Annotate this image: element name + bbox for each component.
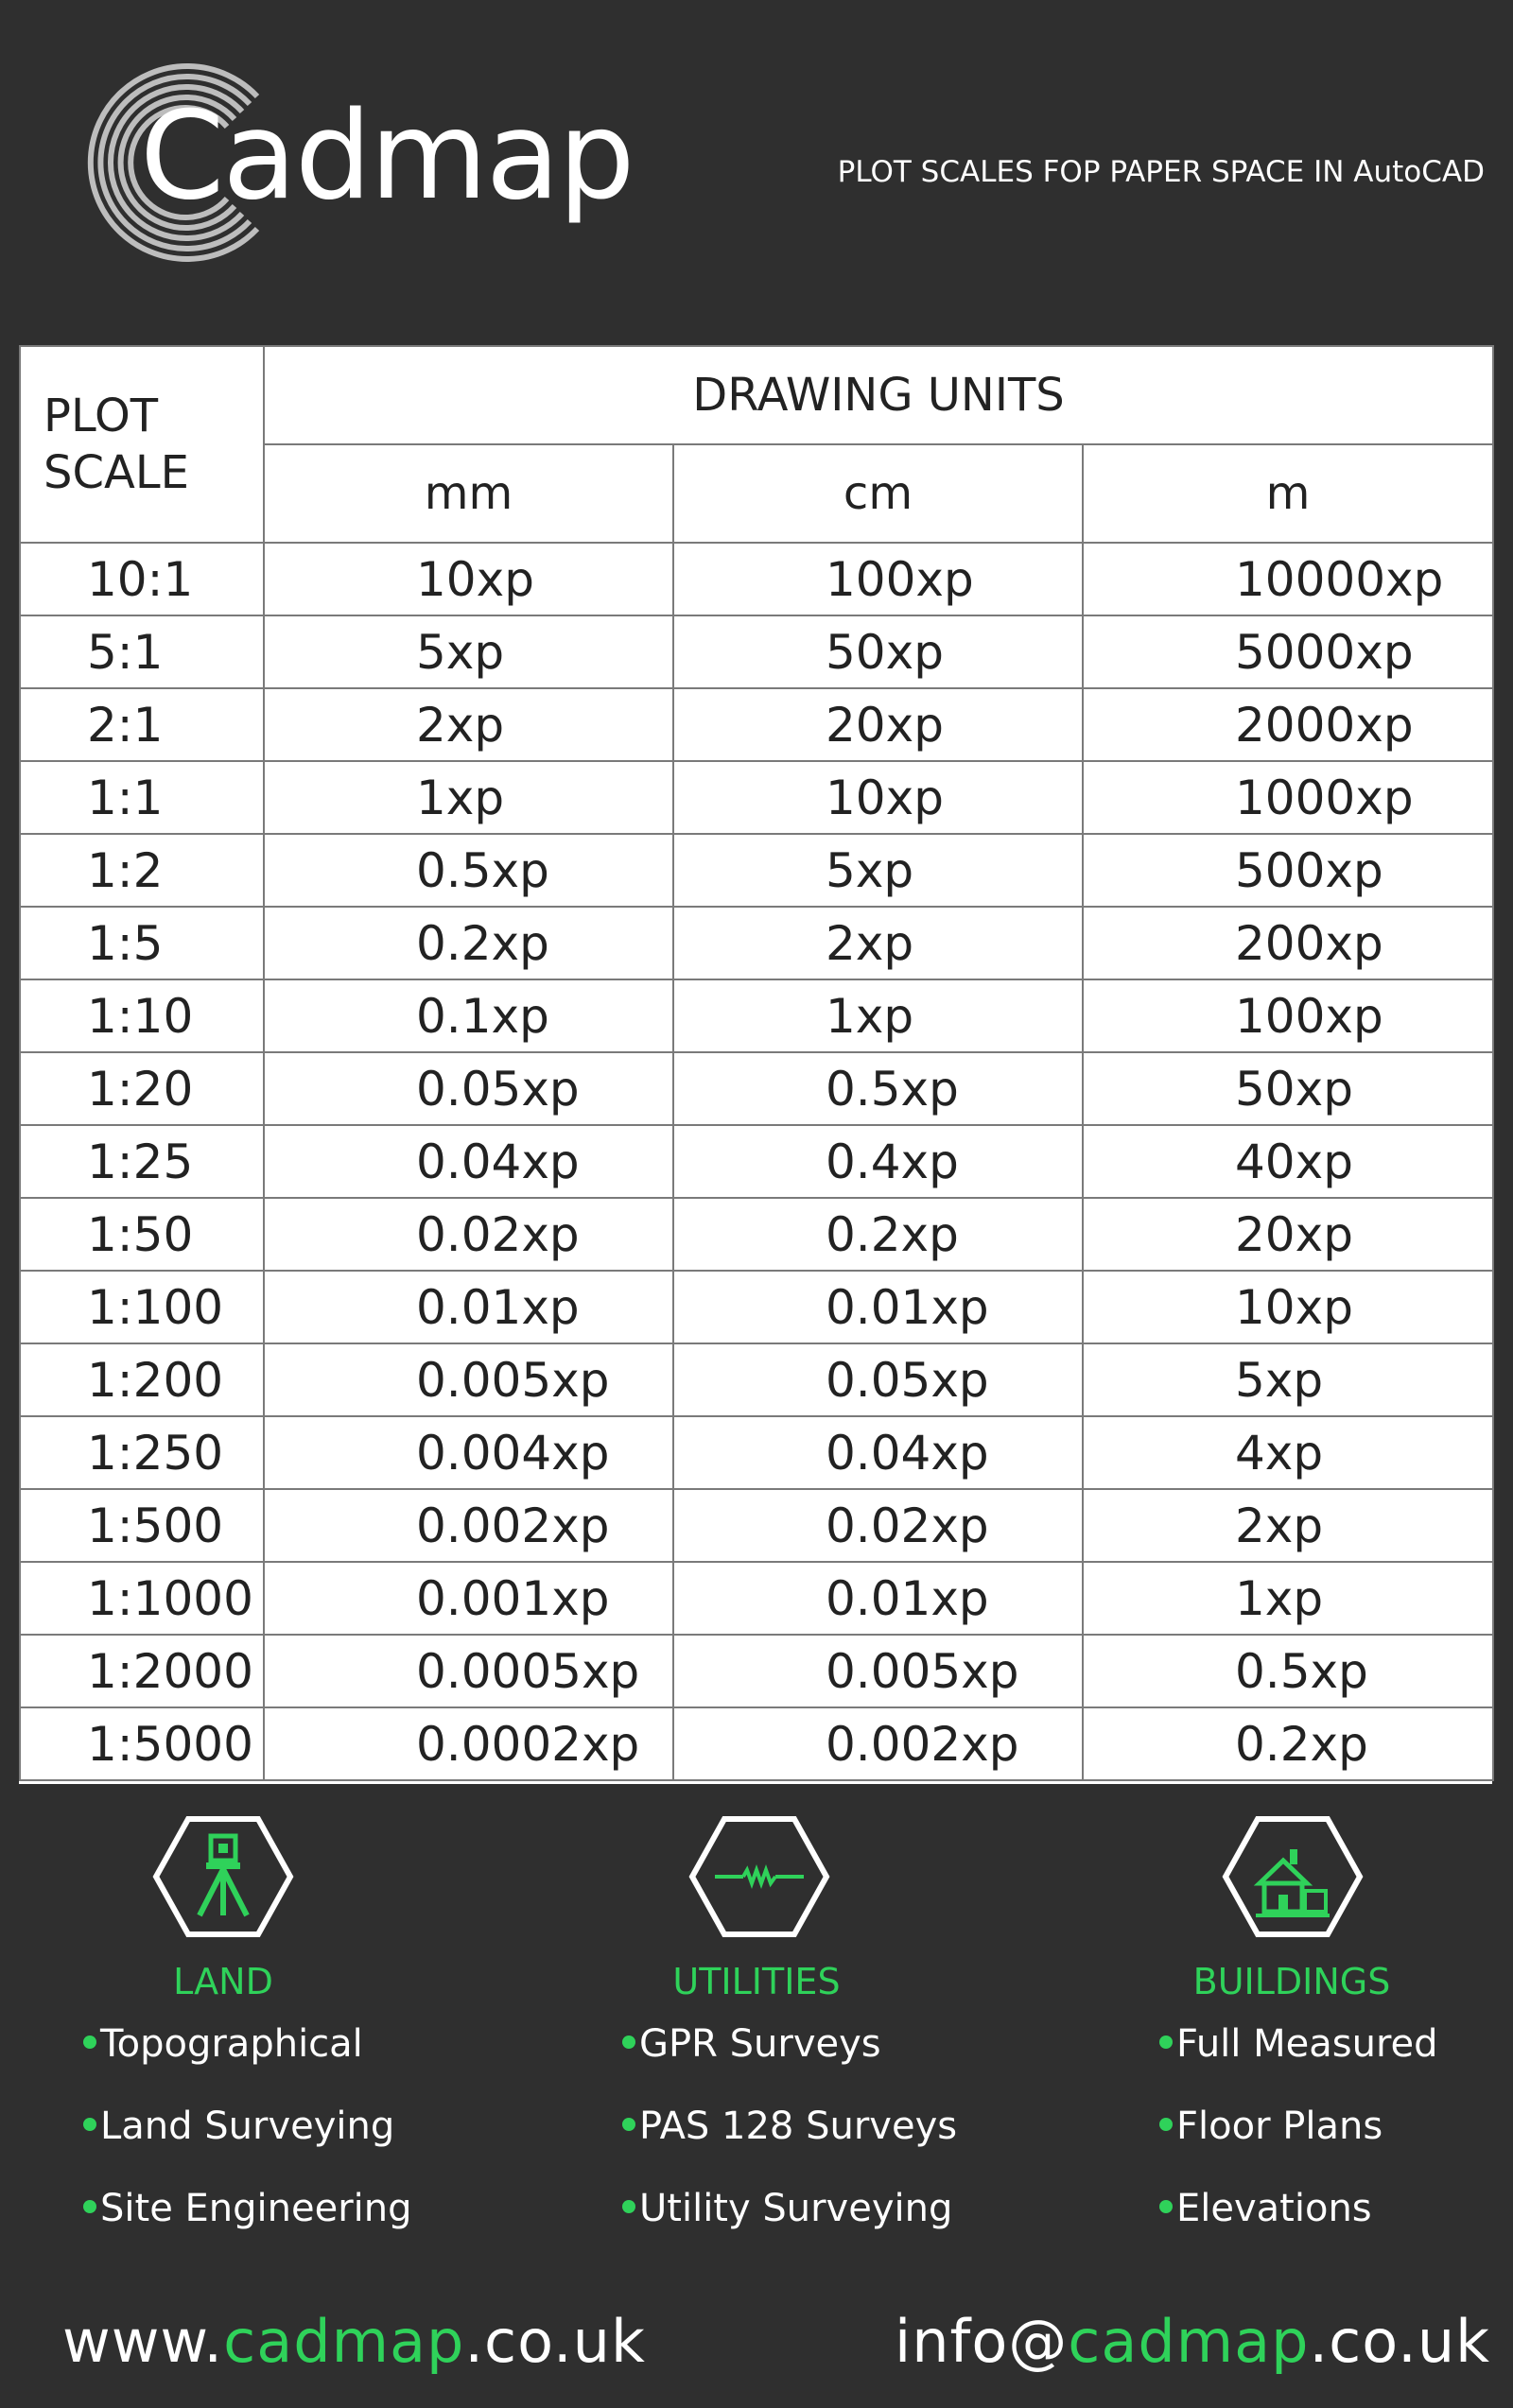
mm-cell: 0.1xp — [264, 979, 673, 1052]
scale-cell: 1:20 — [20, 1052, 264, 1125]
m-cell: 10000xp — [1083, 543, 1493, 615]
mm-cell: 0.0002xp — [264, 1707, 673, 1780]
table-row — [20, 1562, 1493, 1635]
m-cell: 20xp — [1083, 1198, 1493, 1271]
mm-cell: 10xp — [264, 543, 673, 615]
list-item: Floor Plans — [1159, 2100, 1438, 2182]
m-cell: 1xp — [1083, 1562, 1493, 1635]
m-cell: 4xp — [1083, 1416, 1493, 1489]
m-cell: 0.5xp — [1083, 1635, 1493, 1707]
mm-cell: 0.04xp — [264, 1125, 673, 1198]
cm-cell: 0.005xp — [673, 1635, 1083, 1707]
cm-cell: 0.2xp — [673, 1198, 1083, 1271]
table-row — [20, 1125, 1493, 1198]
service-title-buildings: BUILDINGS — [1192, 1961, 1391, 2002]
table-row — [20, 979, 1493, 1052]
list-item: GPR Surveys — [622, 2018, 957, 2100]
service-title-utilities: UTILITIES — [672, 1961, 841, 2002]
email-link[interactable]: info@cadmap.co.uk — [895, 2307, 1491, 2376]
mm-cell: 0.002xp — [264, 1489, 673, 1562]
unit-header-mm: mm — [264, 444, 673, 543]
list-item: Full Measured — [1159, 2018, 1438, 2100]
table-row — [20, 615, 1493, 688]
header — [0, 0, 1513, 345]
m-cell: 100xp — [1083, 979, 1493, 1052]
scale-cell: 1:5000 — [20, 1707, 264, 1780]
bullet-icon — [1159, 2036, 1173, 2049]
m-cell: 1000xp — [1083, 761, 1493, 834]
logo-wordmark: Cadmap — [140, 86, 634, 227]
mm-cell: 0.005xp — [264, 1343, 673, 1416]
table-row — [20, 834, 1493, 907]
m-cell: 10xp — [1083, 1271, 1493, 1343]
tripod-surveying-icon — [152, 1815, 294, 1938]
mm-cell: 2xp — [264, 688, 673, 761]
building-house-icon — [1222, 1815, 1364, 1938]
cm-cell: 0.02xp — [673, 1489, 1083, 1562]
mm-cell: 0.004xp — [264, 1416, 673, 1489]
scale-cell: 1:25 — [20, 1125, 264, 1198]
service-title-land: LAND — [173, 1961, 273, 2002]
m-cell: 0.2xp — [1083, 1707, 1493, 1780]
plot-scale-rows — [20, 543, 1493, 1780]
table-row — [20, 1707, 1493, 1780]
mm-cell: 0.001xp — [264, 1562, 673, 1635]
mm-cell: 0.2xp — [264, 907, 673, 979]
plot-scale-header — [20, 346, 264, 543]
list-item: Topographical — [83, 2018, 412, 2100]
cm-cell: 0.04xp — [673, 1416, 1083, 1489]
list-item: Land Surveying — [83, 2100, 412, 2182]
plot-scale-header-line-2: SCALE — [43, 446, 189, 499]
cm-cell: 2xp — [673, 907, 1083, 979]
bullet-icon — [622, 2036, 635, 2049]
mm-cell: 5xp — [264, 615, 673, 688]
table-row — [20, 1271, 1493, 1343]
table-row — [20, 1343, 1493, 1416]
cm-cell: 1xp — [673, 979, 1083, 1052]
cm-cell: 5xp — [673, 834, 1083, 907]
table-row — [20, 1052, 1493, 1125]
scale-cell: 1:2 — [20, 834, 264, 907]
cm-cell: 20xp — [673, 688, 1083, 761]
table-row — [20, 543, 1493, 615]
table-row — [20, 1198, 1493, 1271]
scale-cell: 1:2000 — [20, 1635, 264, 1707]
plot-scale-header-line-1: PLOT — [43, 390, 159, 442]
m-cell: 50xp — [1083, 1052, 1493, 1125]
table-row — [20, 1489, 1493, 1562]
scale-cell: 1:100 — [20, 1271, 264, 1343]
unit-header-cm: cm — [673, 444, 1083, 543]
cm-cell: 0.5xp — [673, 1052, 1083, 1125]
service-list-utilities — [622, 2018, 957, 2264]
plot-scale-table — [19, 345, 1494, 1781]
service-list-buildings — [1159, 2018, 1438, 2264]
footer — [0, 2307, 1513, 2392]
scale-cell: 1:1 — [20, 761, 264, 834]
scale-cell: 1:200 — [20, 1343, 264, 1416]
m-cell: 2000xp — [1083, 688, 1493, 761]
cm-cell: 0.05xp — [673, 1343, 1083, 1416]
scale-cell: 1:1000 — [20, 1562, 264, 1635]
page-subtitle: PLOT SCALES FOP PAPER SPACE IN AutoCAD — [837, 155, 1485, 189]
table-row — [20, 1416, 1493, 1489]
scale-cell: 5:1 — [20, 615, 264, 688]
mm-cell: 0.05xp — [264, 1052, 673, 1125]
bullet-icon — [1159, 2200, 1173, 2213]
cm-cell: 50xp — [673, 615, 1083, 688]
mm-cell: 0.5xp — [264, 834, 673, 907]
scale-cell: 1:50 — [20, 1198, 264, 1271]
cm-cell: 0.002xp — [673, 1707, 1083, 1780]
cm-cell: 0.01xp — [673, 1271, 1083, 1343]
scale-cell: 1:500 — [20, 1489, 264, 1562]
mm-cell: 0.01xp — [264, 1271, 673, 1343]
scale-cell: 1:5 — [20, 907, 264, 979]
bullet-icon — [83, 2036, 96, 2049]
cm-cell: 10xp — [673, 761, 1083, 834]
m-cell: 2xp — [1083, 1489, 1493, 1562]
cm-cell: 0.4xp — [673, 1125, 1083, 1198]
list-item: Elevations — [1159, 2182, 1438, 2264]
list-item: PAS 128 Surveys — [622, 2100, 957, 2182]
m-cell: 40xp — [1083, 1125, 1493, 1198]
service-list-land — [83, 2018, 412, 2264]
scale-cell: 2:1 — [20, 688, 264, 761]
services-section — [0, 1815, 1513, 2241]
drawing-units-header: DRAWING UNITS — [264, 346, 1493, 444]
plot-scale-table-container — [19, 345, 1492, 1784]
cm-cell: 100xp — [673, 543, 1083, 615]
table-row — [20, 907, 1493, 979]
bullet-icon — [1159, 2118, 1173, 2131]
list-item: Utility Surveying — [622, 2182, 957, 2264]
cm-cell: 0.01xp — [673, 1562, 1083, 1635]
cable-utility-icon — [688, 1815, 830, 1938]
cadmap-logo — [87, 59, 673, 267]
scale-cell: 10:1 — [20, 543, 264, 615]
bullet-icon — [83, 2118, 96, 2131]
list-item: Site Engineering — [83, 2182, 412, 2264]
m-cell: 200xp — [1083, 907, 1493, 979]
bullet-icon — [83, 2200, 96, 2213]
table-row — [20, 688, 1493, 761]
m-cell: 5000xp — [1083, 615, 1493, 688]
website-link[interactable]: www.cadmap.co.uk — [62, 2307, 646, 2376]
scale-cell: 1:10 — [20, 979, 264, 1052]
mm-cell: 0.02xp — [264, 1198, 673, 1271]
m-cell: 5xp — [1083, 1343, 1493, 1416]
bullet-icon — [622, 2118, 635, 2131]
table-row — [20, 1635, 1493, 1707]
m-cell: 500xp — [1083, 834, 1493, 907]
table-row — [20, 761, 1493, 834]
bullet-icon — [622, 2200, 635, 2213]
mm-cell: 1xp — [264, 761, 673, 834]
scale-cell: 1:250 — [20, 1416, 264, 1489]
unit-header-m: m — [1083, 444, 1493, 543]
mm-cell: 0.0005xp — [264, 1635, 673, 1707]
